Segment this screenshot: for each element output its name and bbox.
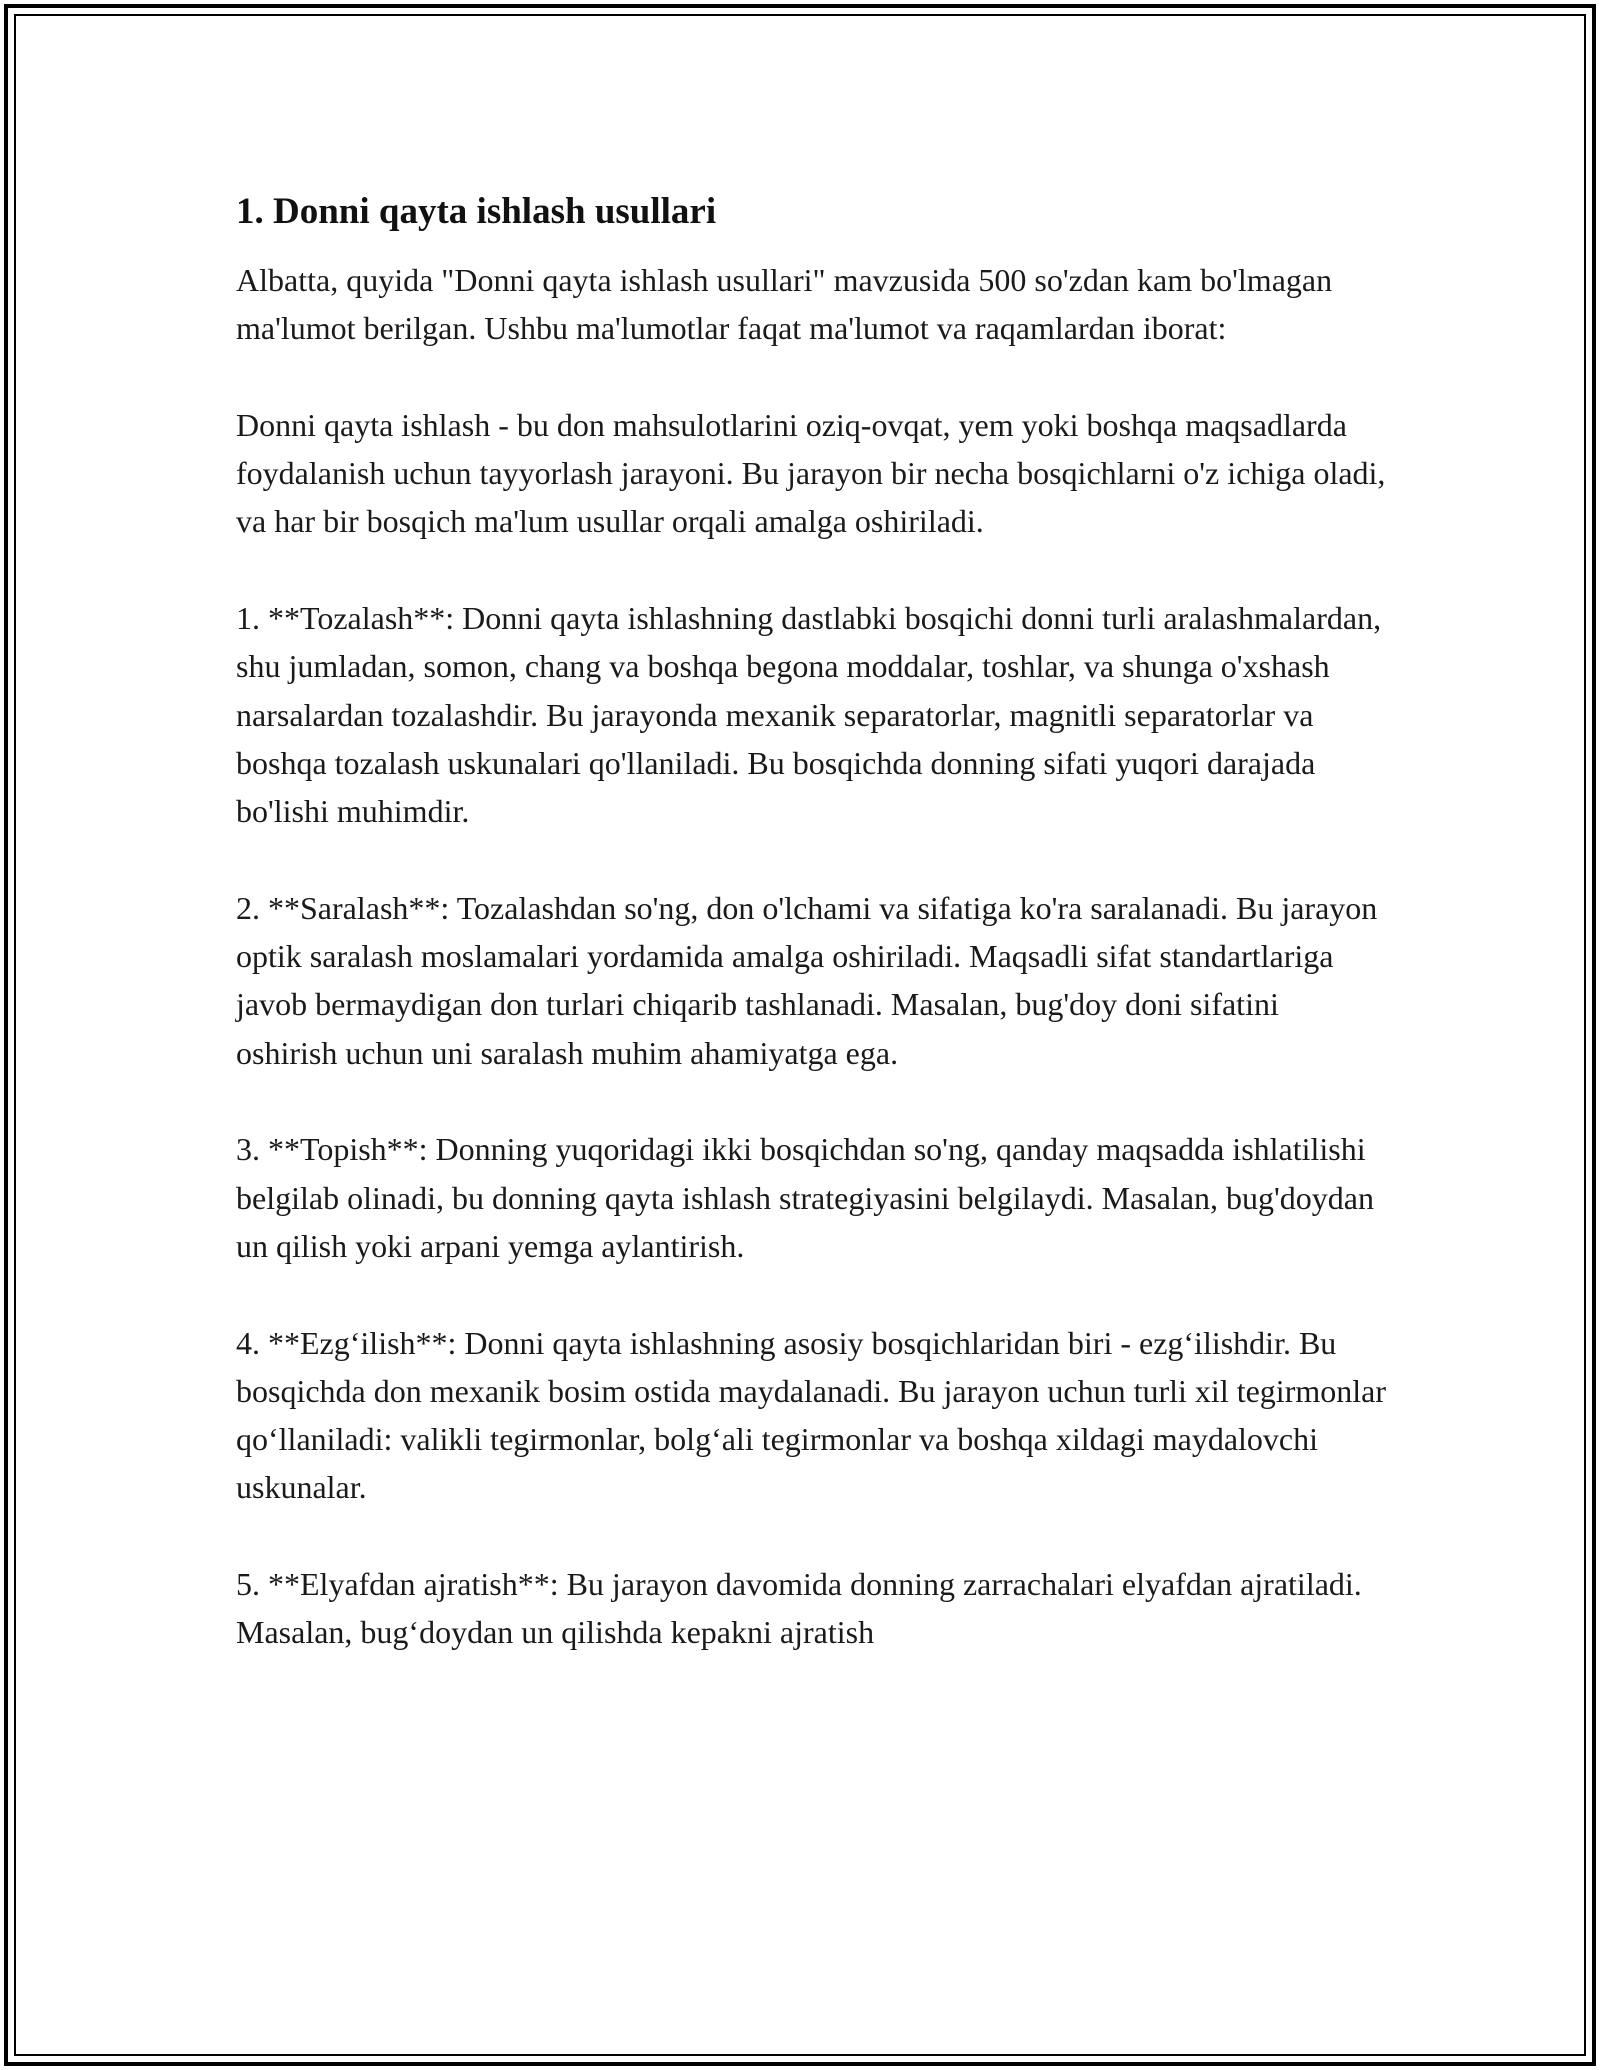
paragraph-step-saralash: 2. **Saralash**: Tozalashdan so'ng, don o'lchami va sifatiga ko'ra saralanadi. Bu jarayon optik saralash moslamalari yordamida amalga oshiriladi. Maqsadli sifat standartlariga javob bermaydigan don turlari chiqarib tashlanadi. Masalan, bug'doy doni sifatini oshirish uchun uni saralash muhim ahamiyatga ega. [236, 889, 1378, 1071]
paragraph-step-elyafdan-ajratish: 5. **Elyafdan ajratish**: Bu jarayon davomida donning zarrachalari elyafdan ajratiladi. Masalan, bug‘doydan un qilishda kepakni ajratish [236, 1566, 1362, 1651]
paragraph-step-ezgilish: 4. **Ezg‘ilish**: Donni qayta ishlashning asosiy bosqichlaridan biri - ezg‘ilishdir. Bu bosqichda don mexanik bosim ostida maydalanadi. Bu jarayon uchun turli xil tegirmonlar qo‘llaniladi: valikli tegirmonlar, bolg‘ali tegirmonlar va boshqa xildagi maydalovchi uskunalar. [236, 1324, 1386, 1506]
paragraph-definition: Donni qayta ishlash - bu don mahsulotlarini oziq-ovqat, yem yoki boshqa maqsadlarda foydalanish uchun tayyorlash jarayoni. Bu jarayon bir necha bosqichlarni o'z ichiga oladi, va har bir bosqich ma'lum usullar orqali amalga oshiriladi. [236, 406, 1386, 540]
paragraph-step-topish: 3. **Topish**: Donning yuqoridagi ikki bosqichdan so'ng, qanday maqsadda ishlatilishi belgilab olinadi, bu donning qayta ishlash strategiyasini belgilaydi. Masalan, bug'doydan un qilish yoki arpani yemga aylantirish. [236, 1131, 1374, 1264]
paragraph-intro: Albatta, quyida "Donni qayta ishlash usullari" mavzusida 500 so'zdan kam bo'lmagan ma'lumot berilgan. Ushbu ma'lumotlar faqat ma'lumot va raqamlardan iborat: [236, 262, 1333, 347]
document-title: 1. Donni qayta ishlash usullari [236, 191, 717, 232]
paragraph-step-tozalash: 1. **Tozalash**: Donni qayta ishlashning dastlabki bosqichi donni turli aralashmalardan, shu jumladan, somon, chang va boshqa begona moddalar, toshlar, va shunga o'xshash narsalardan tozalashdir. Bu jarayonda mexanik separatorlar, magnitli separatorlar va boshqa tozalash uskunalari qo'llaniladi. Bu bosqichda donning sifati yuqori darajada bo'lishi muhimdir. [236, 600, 1382, 830]
document-page [236, 186, 1386, 1657]
